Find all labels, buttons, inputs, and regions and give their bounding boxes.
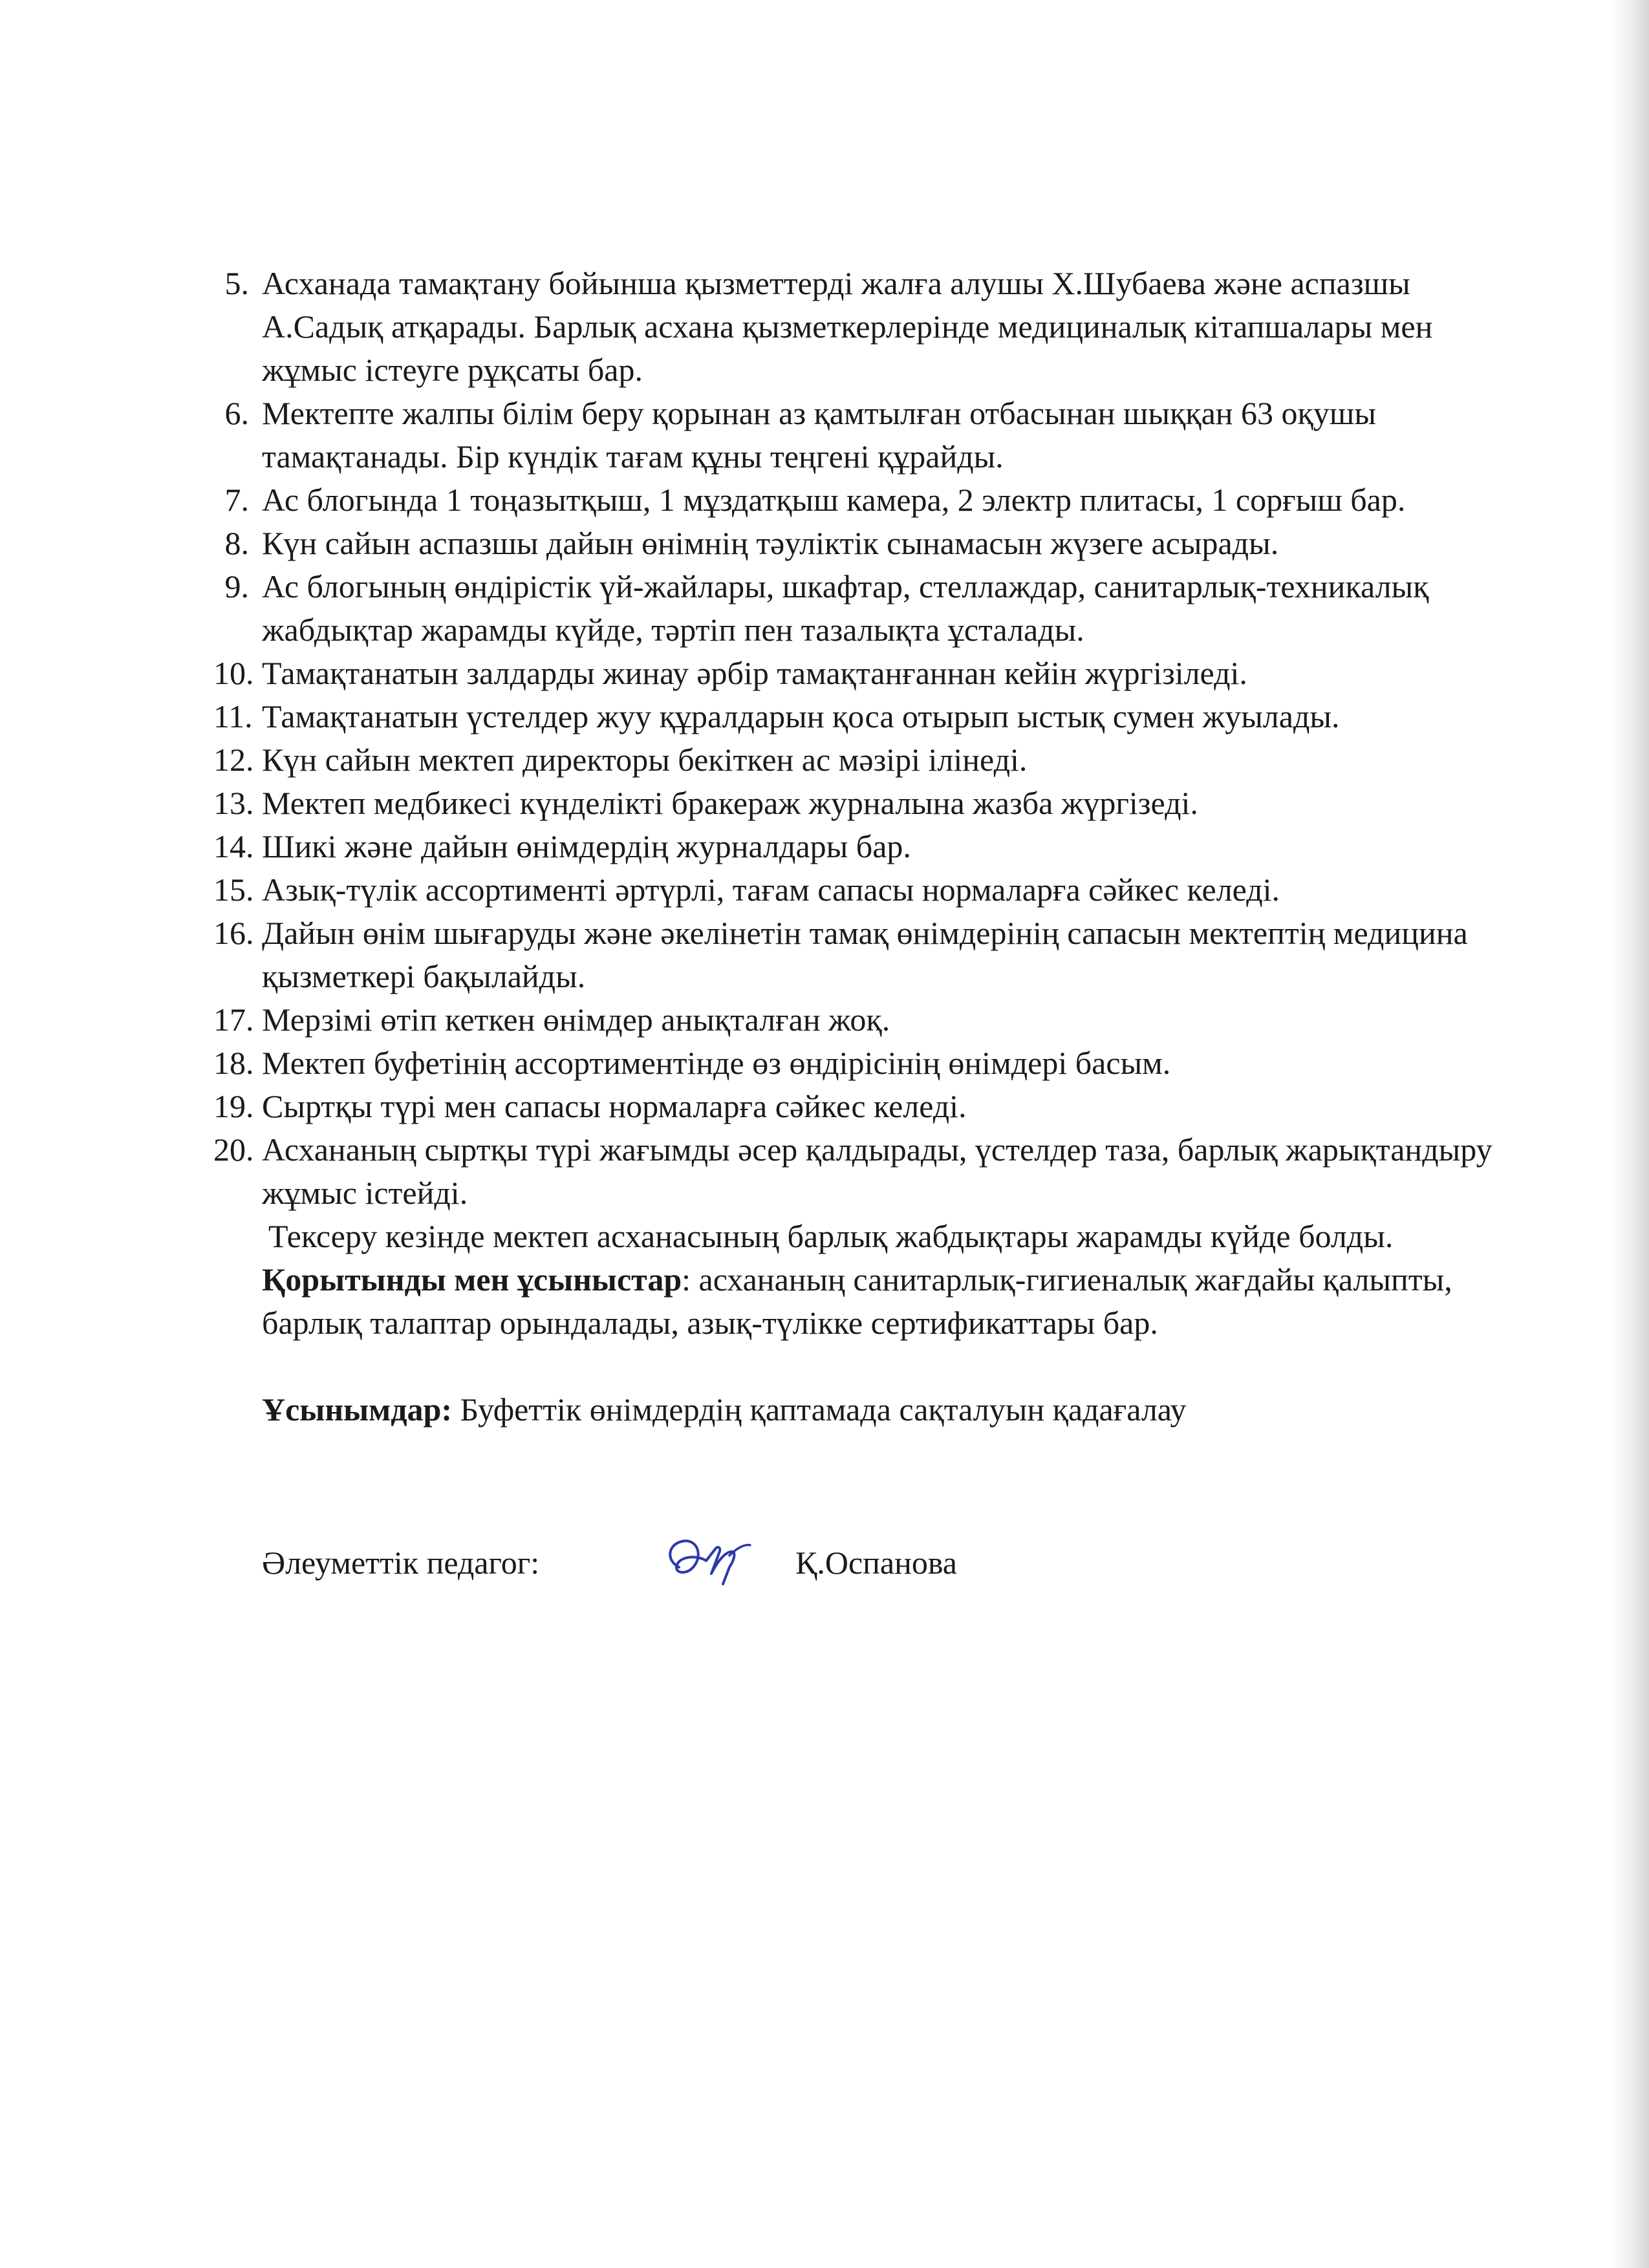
- list-item: [213, 478, 1494, 522]
- list-item-text: Сыртқы түрі мен сапасы нормаларға сәйкес келеді.: [262, 1088, 967, 1124]
- list-item: [213, 262, 1494, 392]
- list-item: [213, 522, 1494, 565]
- conclusion-text: : асхананың санитарлық-гигиеналық жағдайы қалыпты, барлық талаптар орындалады, азық-түлікке сертификаттары бар.: [262, 1261, 1452, 1341]
- list-item-number: 7.: [224, 482, 249, 518]
- list-item: [213, 1085, 1494, 1128]
- list-item-text: Мерзімі өтіп кеткен өнімдер анықталған жоқ.: [262, 1001, 890, 1038]
- document-page: [213, 262, 1494, 1599]
- inspection-note: Тексеру кезінде мектеп асханасының барлық жабдықтары жарамды күйде болды.: [268, 1218, 1394, 1254]
- signer-role: Әлеуметтік педагог:: [262, 1545, 540, 1581]
- list-item: [213, 998, 1494, 1042]
- list-item-text: Тамақтанатын залдарды жинау әрбір тамақтанғаннан кейін жүргізіледі.: [262, 655, 1247, 691]
- list-item-text: Тамақтанатын үстелдер жуу құралдарын қоса отырып ыстық сумен жуылады.: [262, 698, 1340, 734]
- conclusion-paragraph: [213, 1258, 1494, 1345]
- list-item-text: Шикі және дайын өнімдердің журналдары бар.: [262, 828, 911, 864]
- list-item: [213, 782, 1494, 825]
- list-item-number: 8.: [224, 525, 249, 561]
- list-item: [213, 695, 1494, 738]
- list-item-text: Асханада тамақтану бойынша қызметтерді жалға алушы Х.Шубаева және аспазшы А.Садық атқарады. Барлық асхана қызметкерлерінде медициналық кітапшалары мен жұмыс істеуге рұқсаты бар.: [262, 265, 1433, 388]
- scan-edge-shadow: [1610, 0, 1649, 2268]
- list-item: [213, 738, 1494, 782]
- handwritten-signature: [653, 1522, 782, 1599]
- list-item-number: 5.: [224, 265, 249, 301]
- list-item: [213, 825, 1494, 868]
- list-item-text: Ас блогының өндірістік үй-жайлары, шкафтар, стеллаждар, санитарлық-техникалық жабдықтар жарамды күйде, тәртіп пен тазалықта ұсталады.: [262, 568, 1429, 648]
- list-item: [213, 1128, 1494, 1215]
- list-item: [213, 392, 1494, 478]
- list-item-number: 10.: [213, 655, 254, 691]
- recommendations-paragraph: [213, 1388, 1494, 1431]
- list-item: [213, 1042, 1494, 1085]
- list-item-text: Мектеп буфетінің ассортиментінде өз өндірісінің өнімдері басым.: [262, 1045, 1171, 1081]
- list-item: [213, 565, 1494, 652]
- list-item-number: 17.: [213, 1001, 254, 1038]
- recommendations-label: Ұсынымдар:: [262, 1391, 452, 1428]
- signer-name: Қ.Оспанова: [795, 1545, 957, 1581]
- list-item-text: Күн сайын мектеп директоры бекіткен ас мәзірі ілінеді.: [262, 742, 1028, 778]
- list-item: [213, 868, 1494, 912]
- list-item-number: 12.: [213, 742, 254, 778]
- list-item-text: Дайын өнім шығаруды және әкелінетін тамақ өнімдерінің сапасын мектептің медицина қызметкері бақылайды.: [262, 915, 1468, 994]
- list-item-number: 16.: [213, 915, 254, 951]
- list-item-text: Мектепте жалпы білім беру қорынан аз қамтылған отбасынан шыққан 63 оқушы тамақтанады. Бір күндік тағам құны теңгені құрайды.: [262, 395, 1376, 475]
- list-item-number: 9.: [224, 568, 249, 604]
- list-item: [213, 652, 1494, 695]
- conclusion-label: Қорытынды мен ұсыныстар: [262, 1261, 682, 1298]
- list-item-number: 11.: [213, 698, 253, 734]
- list-item-text: Мектеп медбикесі күнделікті бракераж журналына жазба жүргізеді.: [262, 785, 1198, 821]
- list-item-number: 6.: [224, 395, 249, 431]
- list-item-number: 19.: [213, 1088, 254, 1124]
- list-item-number: 13.: [213, 785, 254, 821]
- list-item-number: 15.: [213, 872, 254, 908]
- recommendations-text: Буфеттік өнімдердің қаптамада сақталуын қадағалау: [452, 1391, 1187, 1428]
- list-item-number: 18.: [213, 1045, 254, 1081]
- paragraph-spacer: [213, 1345, 1494, 1388]
- list-item: [213, 912, 1494, 998]
- list-item-text: Асхананың сыртқы түрі жағымды әсер қалдырады, үстелдер таза, барлық жарықтандыру жұмыс істейді.: [262, 1131, 1493, 1211]
- numbered-list: [213, 262, 1494, 1215]
- list-item-number: 20.: [213, 1131, 254, 1168]
- list-item-text: Ас блогында 1 тоңазытқыш, 1 мұздатқыш камера, 2 электр плитасы, 1 сорғыш бар.: [262, 482, 1406, 518]
- list-item-text: Күн сайын аспазшы дайын өнімнің тәуліктік сынамасын жүзеге асырады.: [262, 525, 1279, 561]
- list-item-number: 14.: [213, 828, 254, 864]
- list-item-text: Азық-түлік ассортименті әртүрлі, тағам сапасы нормаларға сәйкес келеді.: [262, 872, 1280, 908]
- signature-block: [213, 1522, 1494, 1599]
